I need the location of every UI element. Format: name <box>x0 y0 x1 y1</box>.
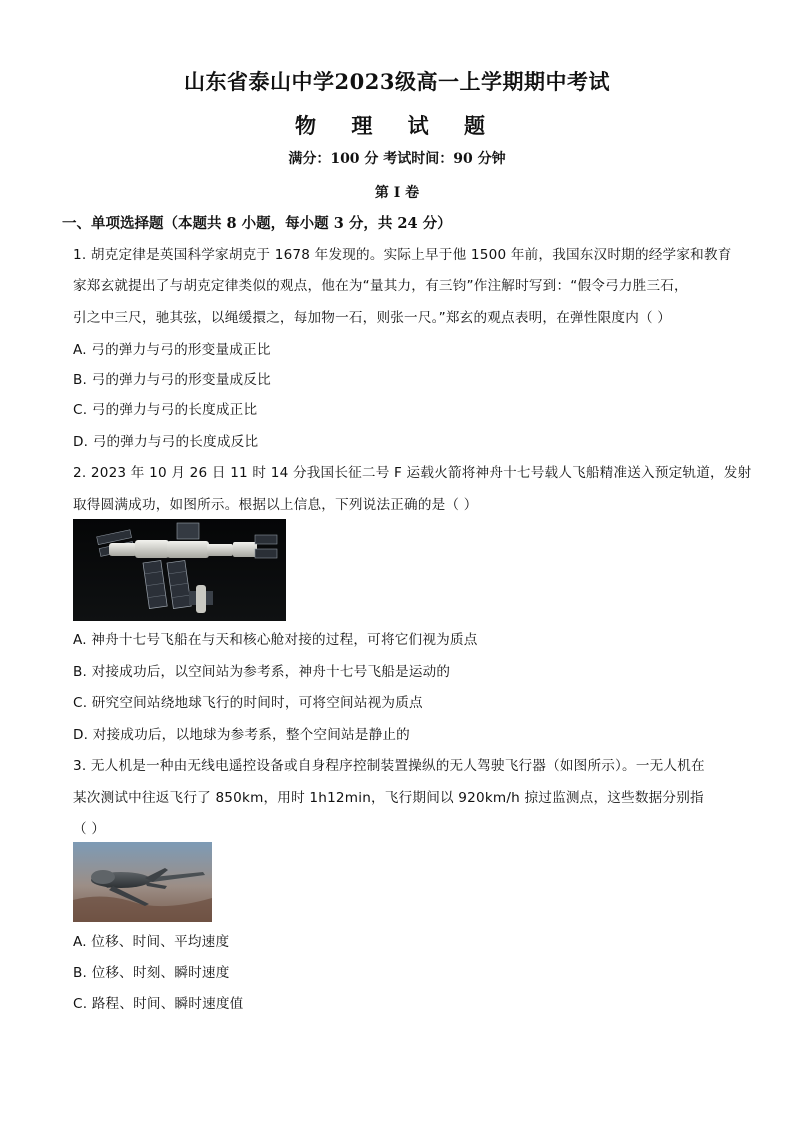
q1-stem-line3: 引之中三尺，驰其弦，以绳缓擐之，每加物一石，则张一尺。”郑玄的观点表明，在弹性限度内（ ） <box>73 310 672 326</box>
q2-option-a: A. 神舟十七号飞船在与天和核心舱对接的过程，可将它们视为质点 <box>73 632 478 648</box>
q1-option-c: C. 弓的弹力与弓的长度成正比 <box>73 402 258 418</box>
exam-subject-title: 物 理 试 题 <box>295 113 499 138</box>
q3-stem-line2: 某次测试中往返飞行了 850km，用时 1h12min，飞行期间以 920km/h 掠过监测点，这些数据分别指 <box>73 790 704 806</box>
q3-option-b: B. 位移、时刻、瞬时速度 <box>73 965 230 981</box>
section-title: 一、单项选择题（本题共 8 小题，每小题 3 分，共 24 分） <box>62 215 452 232</box>
q2-option-b: B. 对接成功后，以空间站为参考系，神舟十七号飞船是运动的 <box>73 664 451 680</box>
q3-option-a: A. 位移、时间、平均速度 <box>73 934 230 950</box>
q1-option-a: A. 弓的弹力与弓的形变量成正比 <box>73 342 271 358</box>
q3-stem-line3: （ ） <box>73 821 106 837</box>
q2-option-d: D. 对接成功后，以地球为参考系，整个空间站是静止的 <box>73 727 410 743</box>
space-station-icon <box>73 519 286 621</box>
q2-option-c: C. 研究空间站绕地球飞行的时间时，可将空间站视为质点 <box>73 695 423 711</box>
q1-stem-line2: 家郑玄就提出了与胡克定律类似的观点，他在为“量其力，有三钧”作注解时写到：“假令弓力胜三石， <box>73 278 688 294</box>
exam-school-title: 山东省泰山中学2023级高一上学期期中考试 <box>184 69 610 94</box>
q1-option-d: D. 弓的弹力与弓的长度成反比 <box>73 434 259 450</box>
q1-stem-line1: 1. 胡克定律是英国科学家胡克于 1678 年发现的。实际上早于他 1500 年前，我国东汉时期的经学家和教育 <box>73 247 732 263</box>
drone-icon <box>73 842 212 922</box>
q3-option-c: C. 路程、时间、瞬时速度值 <box>73 996 244 1012</box>
q1-option-b: B. 弓的弹力与弓的形变量成反比 <box>73 372 271 388</box>
exam-volume: 第 I 卷 <box>374 185 420 201</box>
q2-stem-line1: 2. 2023 年 10 月 26 日 11 时 14 分我国长征二号 F 运载火箭将神舟十七号载人飞船精准送入预定轨道，发射 <box>73 465 752 481</box>
exam-info: 满分：100 分 考试时间：90 分钟 <box>288 151 506 167</box>
q2-stem-line2: 取得圆满成功，如图所示。根据以上信息，下列说法正确的是（ ） <box>73 497 478 513</box>
q3-stem-line1: 3. 无人机是一种由无线电遥控设备或自身程序控制装置操纵的无人驾驶飞行器（如图所示）。一无人机在 <box>73 758 705 774</box>
